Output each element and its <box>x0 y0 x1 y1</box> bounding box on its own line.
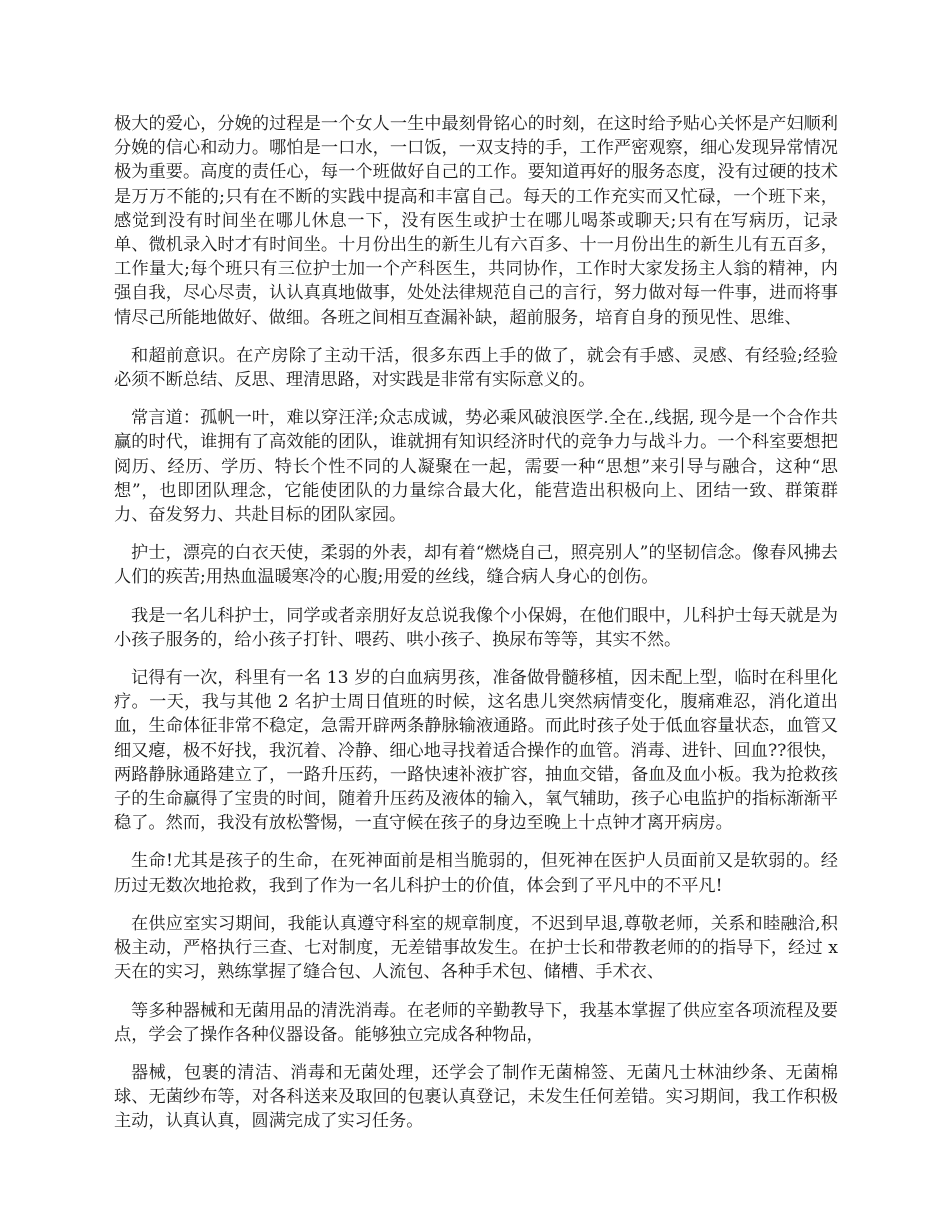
paragraph-2: 和超前意识。在产房除了主动干活，很多东西上手的做了，就会有手感、灵感、有经验;经验必须不断总结、反思、理清思路，对实践是非常有实际意义的。 <box>114 345 838 391</box>
paragraph-1: 极大的爱心，分娩的过程是一个女人一生中最刻骨铭心的时刻，在这时给予贴心关怀是产妇顺利分娩的信心和动力。哪怕是一口水，一口饭，一双支持的手，工作严密观察，细心发现异常情况极为重要。高度的责任心，每一个班做好自己的工作。要知道再好的服务态度，没有过硬的技术是万万不能的;只有在不断的实践中提高和丰富自己。每天的工作充实而又忙碌，一个班下来，感觉到没有时间坐在哪儿休息一下，没有医生或护士在哪儿喝茶或聊天;只有在写病历，记录单、微机录入时才有时间坐。十月份出生的新生儿有六百多、十一月份出生的新生儿有五百多，工作量大;每个班只有三位护士加一个产科医生，共同协作，工作时大家发扬主人翁的精神，内强自我，尽心尽责，认认真真地做事，处处法律规范自己的言行，努力做对每一件事，进而将事情尽己所能地做好、做细。各班之间相互查漏补缺，超前服务，培育自身的预见性、思维、 <box>114 114 838 328</box>
document-body <box>114 112 838 1148</box>
paragraph-5: 我是一名儿科护士，同学或者亲朋好友总说我像个小保姆，在他们眼中，儿科护士每天就是为小孩子服务的，给小孩子打针、喂药、哄小孩子、换尿布等等，其实不然。 <box>114 605 838 650</box>
paragraph-7: 生命!尤其是孩子的生命，在死神面前是相当脆弱的，但死神在医护人员面前又是软弱的。经历过无数次地抢救，我到了作为一名儿科护士的价值，体会到了平凡中的不平凡! <box>114 851 838 896</box>
paragraph-8: 在供应室实习期间，我能认真遵守科室的规章制度，不迟到早退,尊敬老师，关系和睦融洽,积极主动，严格执行三查、七对制度，无差错事故发生。在护士长和带教老师的的指导下，经过 x 天在的实习，熟练掌握了缝合包、人流包、各种手术包、储槽、手术衣、 <box>114 913 838 983</box>
paragraph-10: 器械，包裹的清洁、消毒和无菌处理，还学会了制作无菌棉签、无菌凡士林油纱条、无菌棉球、无菌纱布等，对各科送来及取回的包裹认真登记，未发生任何差错。实习期间，我工作积极主动，认真认真，圆满完成了实习任务。 <box>114 1062 838 1132</box>
paragraph-3: 常言道：孤帆一叶，难以穿汪洋;众志成诚，势必乘风破浪医学.全在.,线据, 现今是一个合作共赢的时代，谁拥有了高效能的团队，谁就拥有知识经济时代的竞争力与战斗力。一个科室要想把阅历、经历、学历、特长个性不同的人凝聚在一起，需要一种“思想”来引导与融合，这种“思想”，也即团队理念，它能使团队的力量综合最大化，能营造出积极向上、团结一致、群策群力、奋发努力、共赴目标的团队家园。 <box>114 408 838 526</box>
paragraph-4: 护士，漂亮的白衣天使，柔弱的外表，却有着“燃烧自己，照亮别人”的坚韧信念。像春风拂去人们的疾苦;用热血温暖寒冷的心腹;用爱的丝线，缝合病人身心的创伤。 <box>114 543 838 588</box>
paragraph-9: 等多种器械和无菌用品的清洗消毒。在老师的辛勤教导下，我基本掌握了供应室各项流程及要点，学会了操作各种仪器设备。能够独立完成各种物品， <box>114 1000 838 1045</box>
paragraph-6: 记得有一次，科里有一名 13 岁的白血病男孩，准备做骨髓移植，因未配上型，临时在科里化疗。一天，我与其他 2 名护士周日值班的时候，这名患儿突然病情变化，腹痛难忍，消化道出血，生命体征非常不稳定，急需开辟两条静脉输液通路。而此时孩子处于低血容量状态，血管又细又瘪，极不好找，我沉着、冷静、细心地寻找着适合操作的血管。消毒、进针、回血??很快，两路静脉通路建立了，一路升压药，一路快速补液扩容，抽血交错，备血及血小板。我为抢救孩子的生命赢得了宝贵的时间，随着升压药及液体的输入，氧气辅助，孩子心电监护的指标渐渐平稳了。然而，我没有放松警惕，一直守候在孩子的身边至晚上十点钟才离开病房。 <box>114 668 838 834</box>
